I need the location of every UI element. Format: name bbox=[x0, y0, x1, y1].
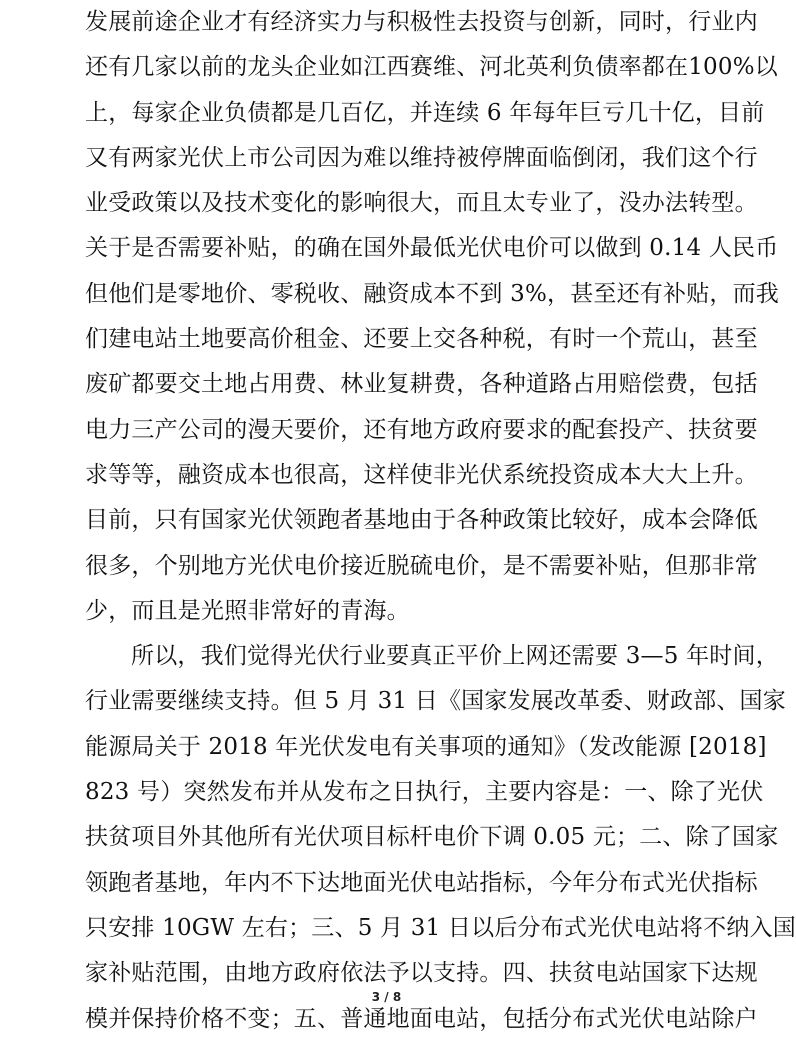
text-line: 家补贴范围，由地方政府依法予以支持。四、扶贫电站国家下达规 bbox=[85, 960, 758, 987]
text-line: 能源局关于 2018 年光伏发电有关事项的通知》（发改能源 [2018] bbox=[85, 733, 767, 760]
text-line: 业受政策以及技术变化的影响很大，而且太专业了，没办法转型。 bbox=[85, 190, 758, 217]
text-line: 废矿都要交土地占用费、林业复耕费，各种道路占用赔偿费，包括 bbox=[85, 371, 758, 398]
body-text bbox=[85, 0, 796, 1042]
text-line: 关于是否需要补贴，的确在国外最低光伏电价可以做到 0.14 人民币 bbox=[85, 235, 779, 262]
text-line: 还有几家以前的龙头企业如江西赛维、河北英利负债率都在100%以 bbox=[85, 54, 778, 81]
text-line: 电力三产公司的漫天要价，还有地方政府要求的配套投产、扶贫要 bbox=[85, 416, 758, 443]
text-line: 求等等，融资成本也很高，这样使非光伏系统投资成本大大上升。 bbox=[85, 461, 758, 488]
text-line: 领跑者基地，年内不下达地面光伏电站指标，今年分布式光伏指标 bbox=[85, 869, 758, 896]
text-line: 行业需要继续支持。但 5 月 31 日《国家发展改革委、财政部、国家 bbox=[85, 688, 786, 715]
text-line: 少，而且是光照非常好的青海。 bbox=[85, 597, 410, 624]
text-line: 但他们是零地价、零税收、融资成本不到 3%，甚至还有补贴，而我 bbox=[85, 280, 779, 307]
text-line: 又有两家光伏上市公司因为难以维持被停牌面临倒闭，我们这个行 bbox=[85, 144, 758, 171]
text-line: 们建电站土地要高价租金、还要上交各种税，有时一个荒山，甚至 bbox=[85, 326, 758, 353]
text-line: 发展前途企业才有经济实力与积极性去投资与创新，同时，行业内 bbox=[85, 9, 758, 35]
text-line: 823 号）突然发布并从发布之日执行，主要内容是：一、除了光伏 bbox=[85, 779, 764, 806]
page-number: 3 / 8 bbox=[371, 990, 402, 1004]
text-line: 上，每家企业负债都是几百亿，并连续 6 年每年巨亏几十亿，目前 bbox=[85, 99, 765, 126]
text-line: 目前，只有国家光伏领跑者基地由于各种政策比较好，成本会降低 bbox=[85, 507, 758, 534]
text-line: 只安排 10GW 左右；三、5 月 31 日以后分布式光伏电站将不纳入国 bbox=[85, 914, 796, 941]
text-line: 很多，个别地方光伏电价接近脱硫电价，是不需要补贴，但那非常 bbox=[85, 552, 758, 579]
paragraph-first-line: 所以，我们觉得光伏行业要真正平价上网还需要 3—5 年时间， bbox=[131, 643, 779, 670]
text-line: 扶贫项目外其他所有光伏项目标杆电价下调 0.05 元；二、除了国家 bbox=[85, 824, 779, 851]
text-line: 模并保持价格不变；五、普通地面电站，包括分布式光伏电站除户 bbox=[85, 1005, 758, 1032]
